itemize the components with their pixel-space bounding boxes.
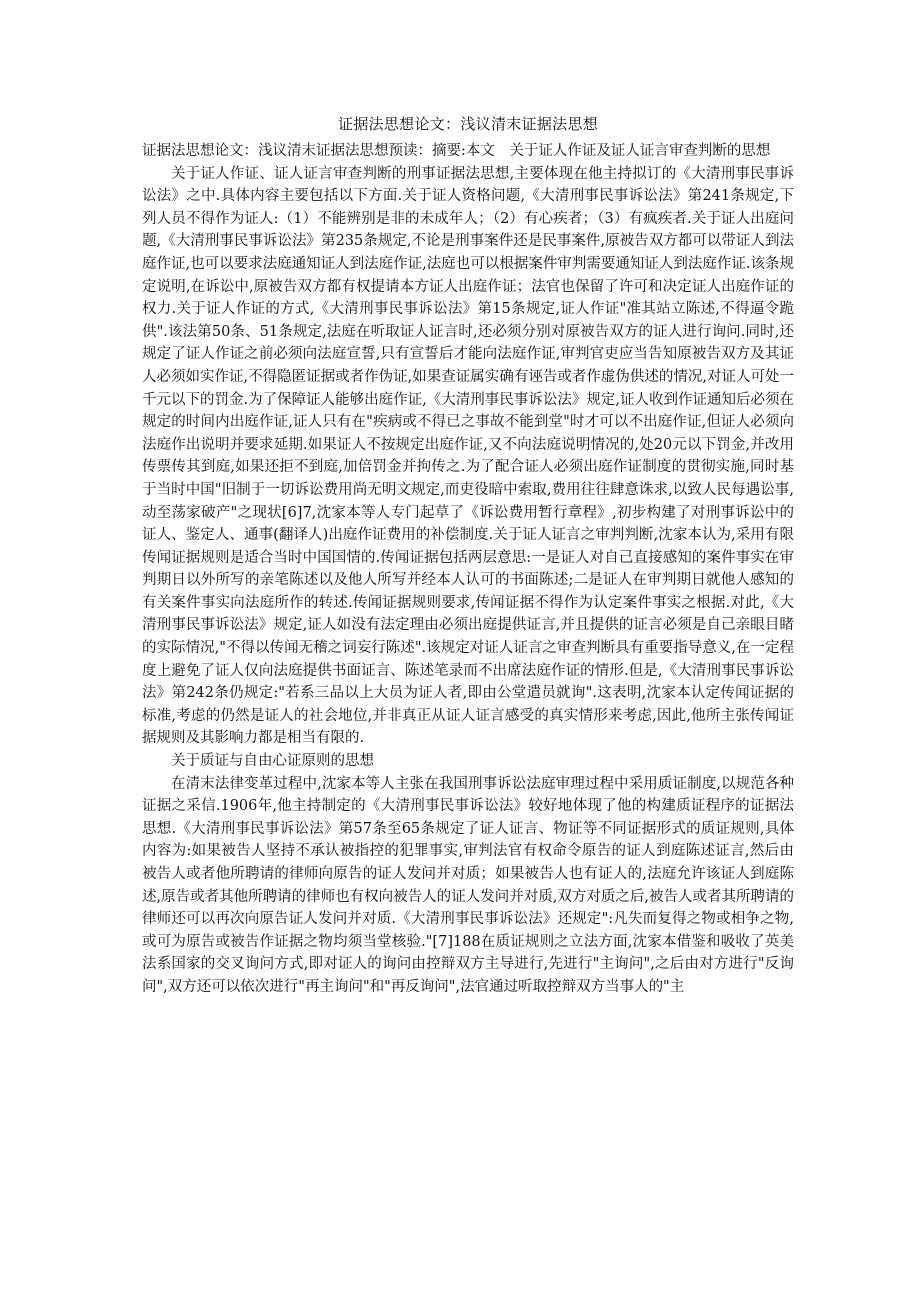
document-title: 证据法思想论文：浅议清末证据法思想	[337, 115, 599, 133]
section-heading: 关于质证与自由心证原则的思想	[171, 753, 374, 770]
document-page	[142, 112, 794, 999]
confrontation-paragraph: 在清末法律变革过程中,沈家本等人主张在我国刑事诉讼法庭审理过程中采用质证制度,以规范各种证据之采信.1906年,他主持制定的《大清刑事民事诉讼法》较好地体现了他的构建质证程序的证据法思想.《大清刑事民事诉讼法》第57条至65条规定了证人证言、物证等不同证据形式的质证规则,具体内容为:如果被告人坚持不承认被指控的犯罪事实,审判法官有权命令原告的证人到庭陈述证言,然后由被告人或者他所聘请的律师向原告的证人发问并对质；如果被告人也有证人的,法庭允许该证人到庭陈述,原告或者其他所聘请的律师也有权向被告人的证人发问并对质,双方对质之后,被告人或者其所聘请的律师还可以再次向原告证人发问并对质.《大清刑事民事诉讼法》还规定":凡失而复得之物或相争之物,或可为原告或被告作证据之物均须当堂核验."[7]188在质证规则之立法方面,沈家本借鉴和吸收了英美法系国家的交叉询问方式,即对证人的询问由控辩双方主导进行,先进行"主询问",之后由对方进行"反询问",双方还可以依次进行"再主询问"和"再反询问",法官通过听取控辩双方当事人的"主	[142, 775, 794, 995]
intro-paragraph: 证据法思想论文：浅议清末证据法思想预读：摘要:本文 关于证人作证及证人证言审查判断的思想	[142, 143, 771, 159]
witness-paragraph: 关于证人作证、证人证言审查判断的刑事证据法思想,主要体现在他主持拟订的《大清刑事民事诉讼法》之中.具体内容主要包括以下方面.关于证人资格问题,《大清刑事民事诉讼法》第241条规定,下列人员不得作为证人:（1）不能辨别是非的未成年人；（2）有心疾者；（3）有疯疾者.关于证人出庭问题,《大清刑事民事诉讼法》第235条规定,不论是刑事案件还是民事案件,原被告双方都可以带证人到法庭作证,也可以要求法庭通知证人到法庭作证,法庭也可以根据案件审判需要通知证人到法庭作证.该条规定说明,在诉讼中,原被告双方都有权提请本方证人出庭作证；法官也保留了许可和决定证人出庭作证的权力.关于证人作证的方式,《大清刑事民事诉讼法》第15条规定,证人作证"准其站立陈述,不得逼令跪供".该法第50条、51条规定,法庭在听取证人证言时,还必须分别对原被告双方的证人进行询问.同时,还规定了证人作证之前必须向法庭宣誓,只有宣誓后才能向法庭作证,审判官吏应当告知原被告双方及其证人必须如实作证,不得隐匿证据或者作伪证,如果查证属实确有诬告或者作虚伪供述的情况,对证人可处一千元以下的罚金.为了保障证人能够出庭作证,《大清刑事民事诉讼法》规定,证人收到作证通知后必须在规定的时间内出庭作证,证人只有在"疾病或不得已之事故不能到堂"时才可以不出庭作证,但证人必须向法庭作出说明并要求延期.如果证人不按规定出庭作证,又不向法庭说明情况的,处20元以下罚金,并改用传票传其到庭,如果还拒不到庭,加倍罚金并拘传之.为了配合证人必须出庭作证制度的贯彻实施,同时基于当时中国"旧制于一切诉讼费用尚无明文规定,而吏役暗中索取,费用往往肆意诛求,以致人民每遇讼事,动至荡家破产"之现状[6]7,沈家本等人专门起草了《诉讼费用暂行章程》,初步构建了对刑事诉讼中的证人、鉴定人、通事(翻译人)出庭作证费用的补偿制度.关于证人证言之审判判断,沈家本认为,采用有限传闻证据规则是适合当时中国国情的.传闻证据包括两层意思:一是证人对自己直接感知的案件事实在审判期日以外所写的亲笔陈述以及他人所写并经本人认可的书面陈述;二是证人在审判期日就他人感知的有关案件事实向法庭所作的转述.传闻证据规则要求,传闻证据不得作为认定案件事实之根据.对此,《大清刑事民事诉讼法》规定,证人如没有法定理由必须出庭提供证言,并且提供的证言必须是自己亲眼目睹的实际情况,"不得以传闻无稽之词妄行陈述".该规定对证人证言之审查判断具有重要指导意义,在一定程度上避免了证人仅向法庭提供书面证言、陈述笔录而不出席法庭作证的情形.但是,《大清刑事民事诉讼法》第242条仍规定:"若系三品以上大员为证人者,即由公堂遣员就询".这表明,沈家本认定传闻证据的标准,考虑的仍然是证人的社会地位,并非真正从证人证言感受的真实情形来考虑,因此,他所主张传闻证据规则及其影响力都是相当有限的.	[142, 165, 794, 747]
